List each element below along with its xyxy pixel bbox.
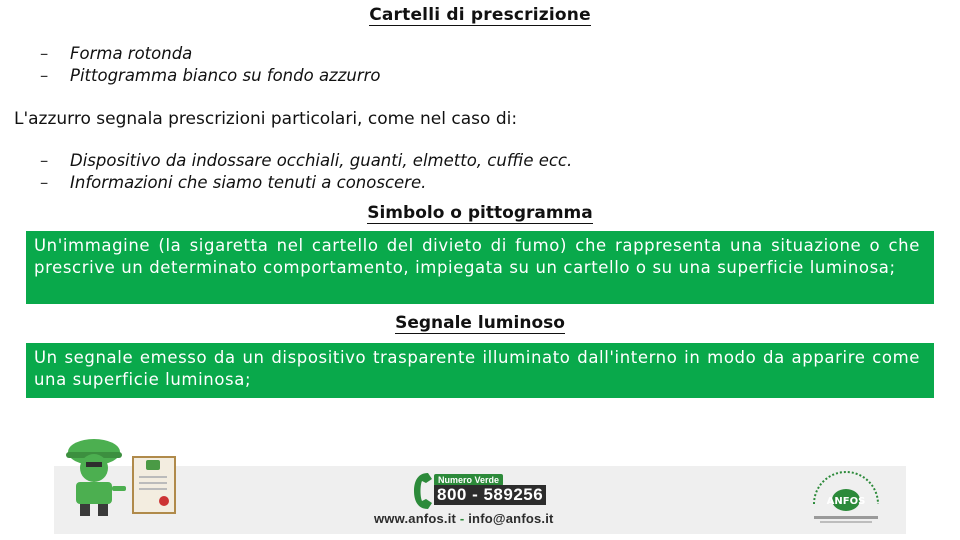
list-item: – Forma rotonda xyxy=(40,43,381,65)
phone-number: 800 - 589256 xyxy=(434,485,546,505)
list-item: – Dispositivo da indossare occhiali, guanti, elmetto, cuffie ecc. xyxy=(40,150,572,172)
mascot-icon xyxy=(60,438,130,518)
section-heading-segnale: Segnale luminoso xyxy=(395,313,565,333)
list-item: – Informazioni che siamo tenuti a conoscere. xyxy=(40,172,572,194)
website-link[interactable]: www.anfos.it xyxy=(374,511,457,526)
slide-title: Cartelli di prescrizione xyxy=(369,5,591,25)
definition-box-pittogramma: Un'immagine (la sigaretta nel cartello del divieto di fumo) che rappresenta una situazione o che prescrive un determinato comportamento, impiegata su un cartello o su una superficie luminosa; xyxy=(26,231,934,304)
email-link[interactable]: info@anfos.it xyxy=(468,511,554,526)
features-list xyxy=(40,43,381,87)
contact-line: www.anfos.it - info@anfos.it xyxy=(374,511,554,526)
list-item: – Pittogramma bianco su fondo azzurro xyxy=(40,65,381,87)
numero-verde-label: Numero Verde xyxy=(434,474,503,486)
certificate-icon xyxy=(132,456,176,514)
definition-box-segnale: Un segnale emesso da un dispositivo trasparente illuminato dall'interno in modo da apparire come una superficie luminosa; xyxy=(26,343,934,398)
svg-text:ANFOS: ANFOS xyxy=(826,496,866,507)
anfos-logo xyxy=(806,470,886,526)
examples-list xyxy=(40,150,572,194)
section-heading-pittogramma: Simbolo o pittogramma xyxy=(367,203,593,223)
intro-text: L'azzurro segnala prescrizioni particolari, come nel caso di: xyxy=(14,109,518,129)
phone-icon xyxy=(412,471,434,511)
